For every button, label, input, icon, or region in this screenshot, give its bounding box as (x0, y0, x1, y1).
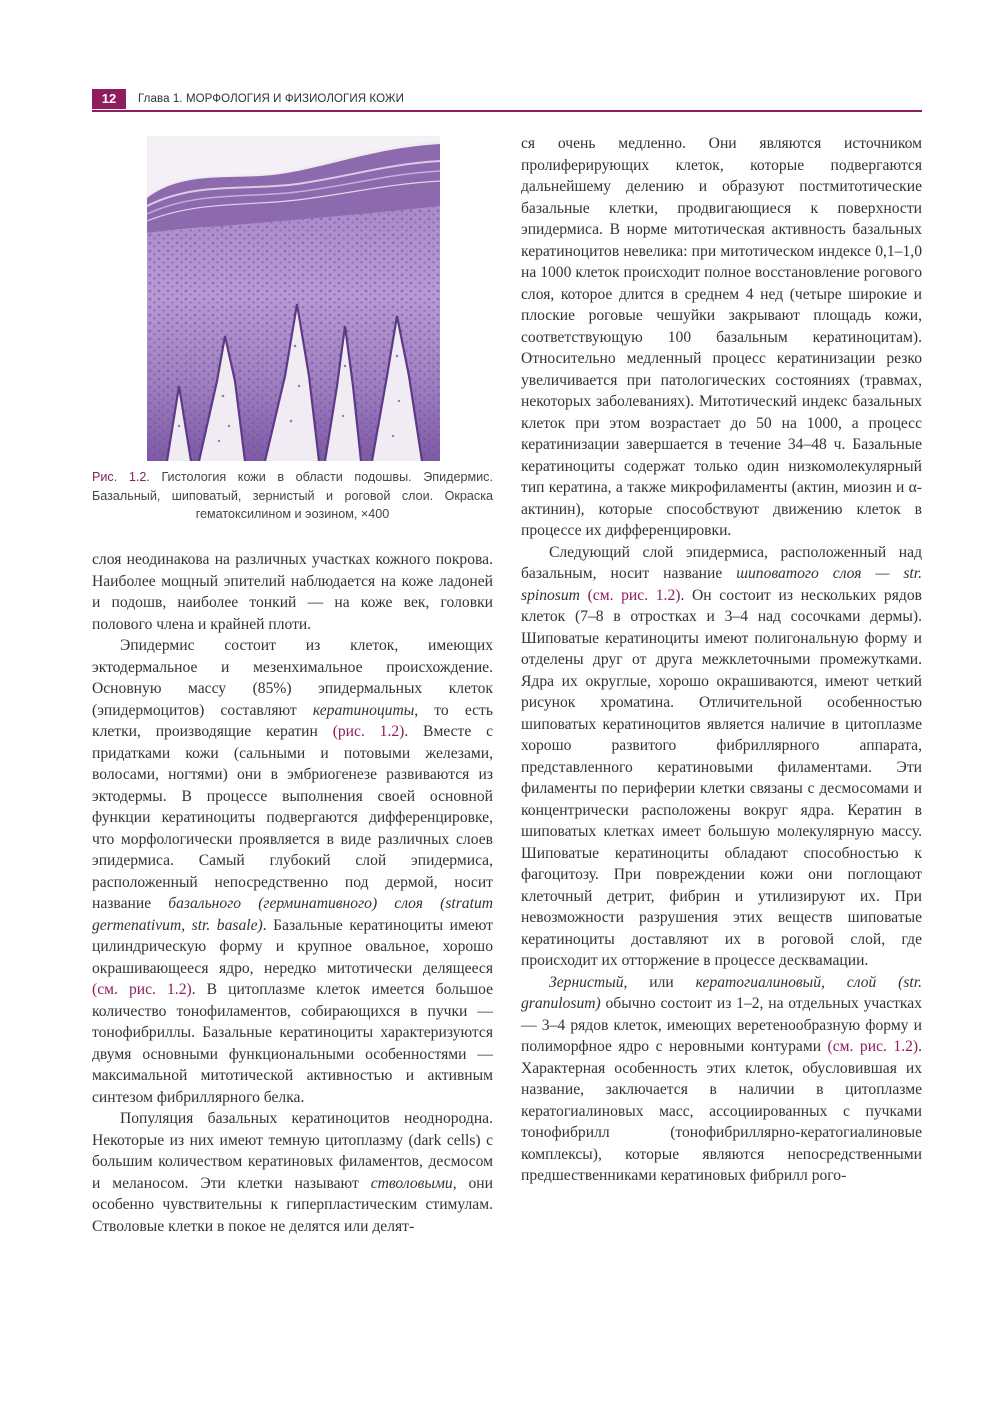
paragraph: Эпидермис состоит из клеток, имеющих эктодермальное и мезенхимальное происхождение. Основную массу (85%) эпидермальных клеток (эпидермоцитов) составляют кератиноциты, то есть клетки, производящие кератин (рис. 1.2). Вместе с придатками кожи (сальными и потовыми железами, волосами, ногтями) они в эмбриогенезе развиваются из эктодермы. В процессе выполнения своей основной функции кератиноциты подвергаются дифференцировке, что морфологически проявляется в виде различных слоев эпидермиса. Самый глубокий слой эпидермиса, расположенный непосредственно под дермой, носит название базального (герминативного) слоя (stratum germenativum, str. basale). Базальные кератиноциты имеют цилиндрическую форму и крупное овальное, хорошо окрашивающееся ядро, нередко митотически делящееся (см. рис. 1.2). В цитоплазме клеток имеется большое количество тонофиламентов, собирающихся в пучки — тонофибриллы. Базальные кератиноциты характеризуются двумя основными функциональными особенностями — максимальной митотической активностью и активным синтезом фибриллярного белка. (92, 637, 494, 1106)
header-rule (92, 110, 922, 112)
chapter-title: Глава 1. МОРФОЛОГИЯ И ФИЗИОЛОГИЯ КОЖИ (138, 93, 404, 105)
figure-reference[interactable]: (см. рис. 1.2) (92, 981, 192, 998)
running-header (92, 89, 922, 113)
left-column (92, 549, 493, 1237)
right-column (521, 133, 922, 1187)
figure-caption (92, 468, 493, 524)
paragraph: слоя неодинакова на различных участках кожного покрова. Наиболее мощный эпителий наблюдается на коже ладоней и подошв, наиболее тонкий — на коже век, головки полового члена и крайней плоти. (92, 551, 493, 633)
figure-reference[interactable]: (см. рис. 1.2) (579, 586, 681, 604)
histology-micrograph (147, 136, 440, 461)
paragraph: ся очень медленно. Они являются источником пролиферирующих клеток, которые подвергаются дальнейшему делению и образуют постмитотические базальные клетки, продвигающиеся к поверхности эпидермиса. В норме митотическая активность базальных кератиноцитов невелика: при митотическом индексе 0,1–1,0 на 1000 клеток происходит полное восстановление рогового слоя, которое длится в среднем 4 нед (четыре широкие и плоские роговые чешуйки закрывают площадь кожи, соответствующую 100 базальным кератиноцитам). Относительно медленный процесс кератинизации резко увеличивается при патологических состояниях (травмах, некоторых заболеваниях). Митотический индекс базальных клеток при этом возрастает до 50 на 1000, а процесс кератинизации завершается в течение 34–48 ч. Базальные кератиноциты содержат только один низкомолекулярный тип кератина, а также микрофиламенты (актин, миозин и α-актинин), которые способствуют движению клеток в процессе их дифференцировки. (521, 135, 922, 539)
page-number: 12 (92, 89, 126, 109)
caption-label: Рис. 1.2. (92, 470, 150, 484)
figure-reference[interactable]: (см. рис. 1.2) (827, 1038, 919, 1055)
histology-figure (147, 136, 440, 461)
paragraph: Следующий слой эпидермиса, расположенный над базальным, носит название шиповатого слоя — str. spinosum (см. рис. 1.2). Он состоит из нескольких рядов клеток (7–8 в отростках и 3–4 над сосочками дермы). Шиповатые кератиноциты имеют полигональную форму и отделены друг от друга межклеточными промежутками. Ядра их округлые, хорошо окрашиваются, имеют четкий рисунок хроматина. Отличительной особенностью шиповатых кератиноцитов является наличие в цитоплазме хорошо развитого фибриллярного аппарата, представленного кератиновыми филаментами. Эти филаменты по периферии клетки связаны с десмосомами и концентрически расположены вокруг ядра. Кератин в шиповатых клетках имеет большую молекулярную массу. Шиповатые кератиноциты обладают способностью к фагоцитозу. При повреждении кожи они поглощают клеточный детрит, фибрин и утилизируют их. При невозможности разрушения этих веществ шиповатые кератиноциты доставляют их в роговой слой, где происходит их отторжение в процессе десквамации. (521, 543, 922, 969)
figure-reference[interactable]: (рис. 1.2) (332, 723, 405, 740)
paragraph: Зернистый, или кератогиалиновый, слой (str. granulosum) обычно состоит из 1–2, на отдельных участках — 3–4 рядов клеток, имеющих веретенообразную форму и полиморфное ядро с неровными контурами (см. рис. 1.2). Характерная особенность этих клеток, обусловившая их название, заключается в наличии в цитоплазме кератогиалиновых масс, ассоциированных с пучками тонофибрилл (тонофибриллярно-кератогиалиновые комплексы), которые являются непосредственными предшественниками кератиновых фибрилл рого- (521, 973, 922, 1184)
caption-text: Гистология кожи в области подошвы. Эпидермис. Базальный, шиповатый, зернистый и роговой слои. Окраска гематоксилином и эозином, ×400 (92, 470, 493, 521)
paragraph: Популяция базальных кератиноцитов неоднородна. Некоторые из них имеют темную цитоплазму (dark cells) с большим количеством кератиновых филаментов, десмосом и меланосом. Эти клетки называют стволовыми, они особенно чувствительны к гиперпластическим стимулам. Стволовые клетки в покое не делятся или делят- (92, 1110, 493, 1235)
